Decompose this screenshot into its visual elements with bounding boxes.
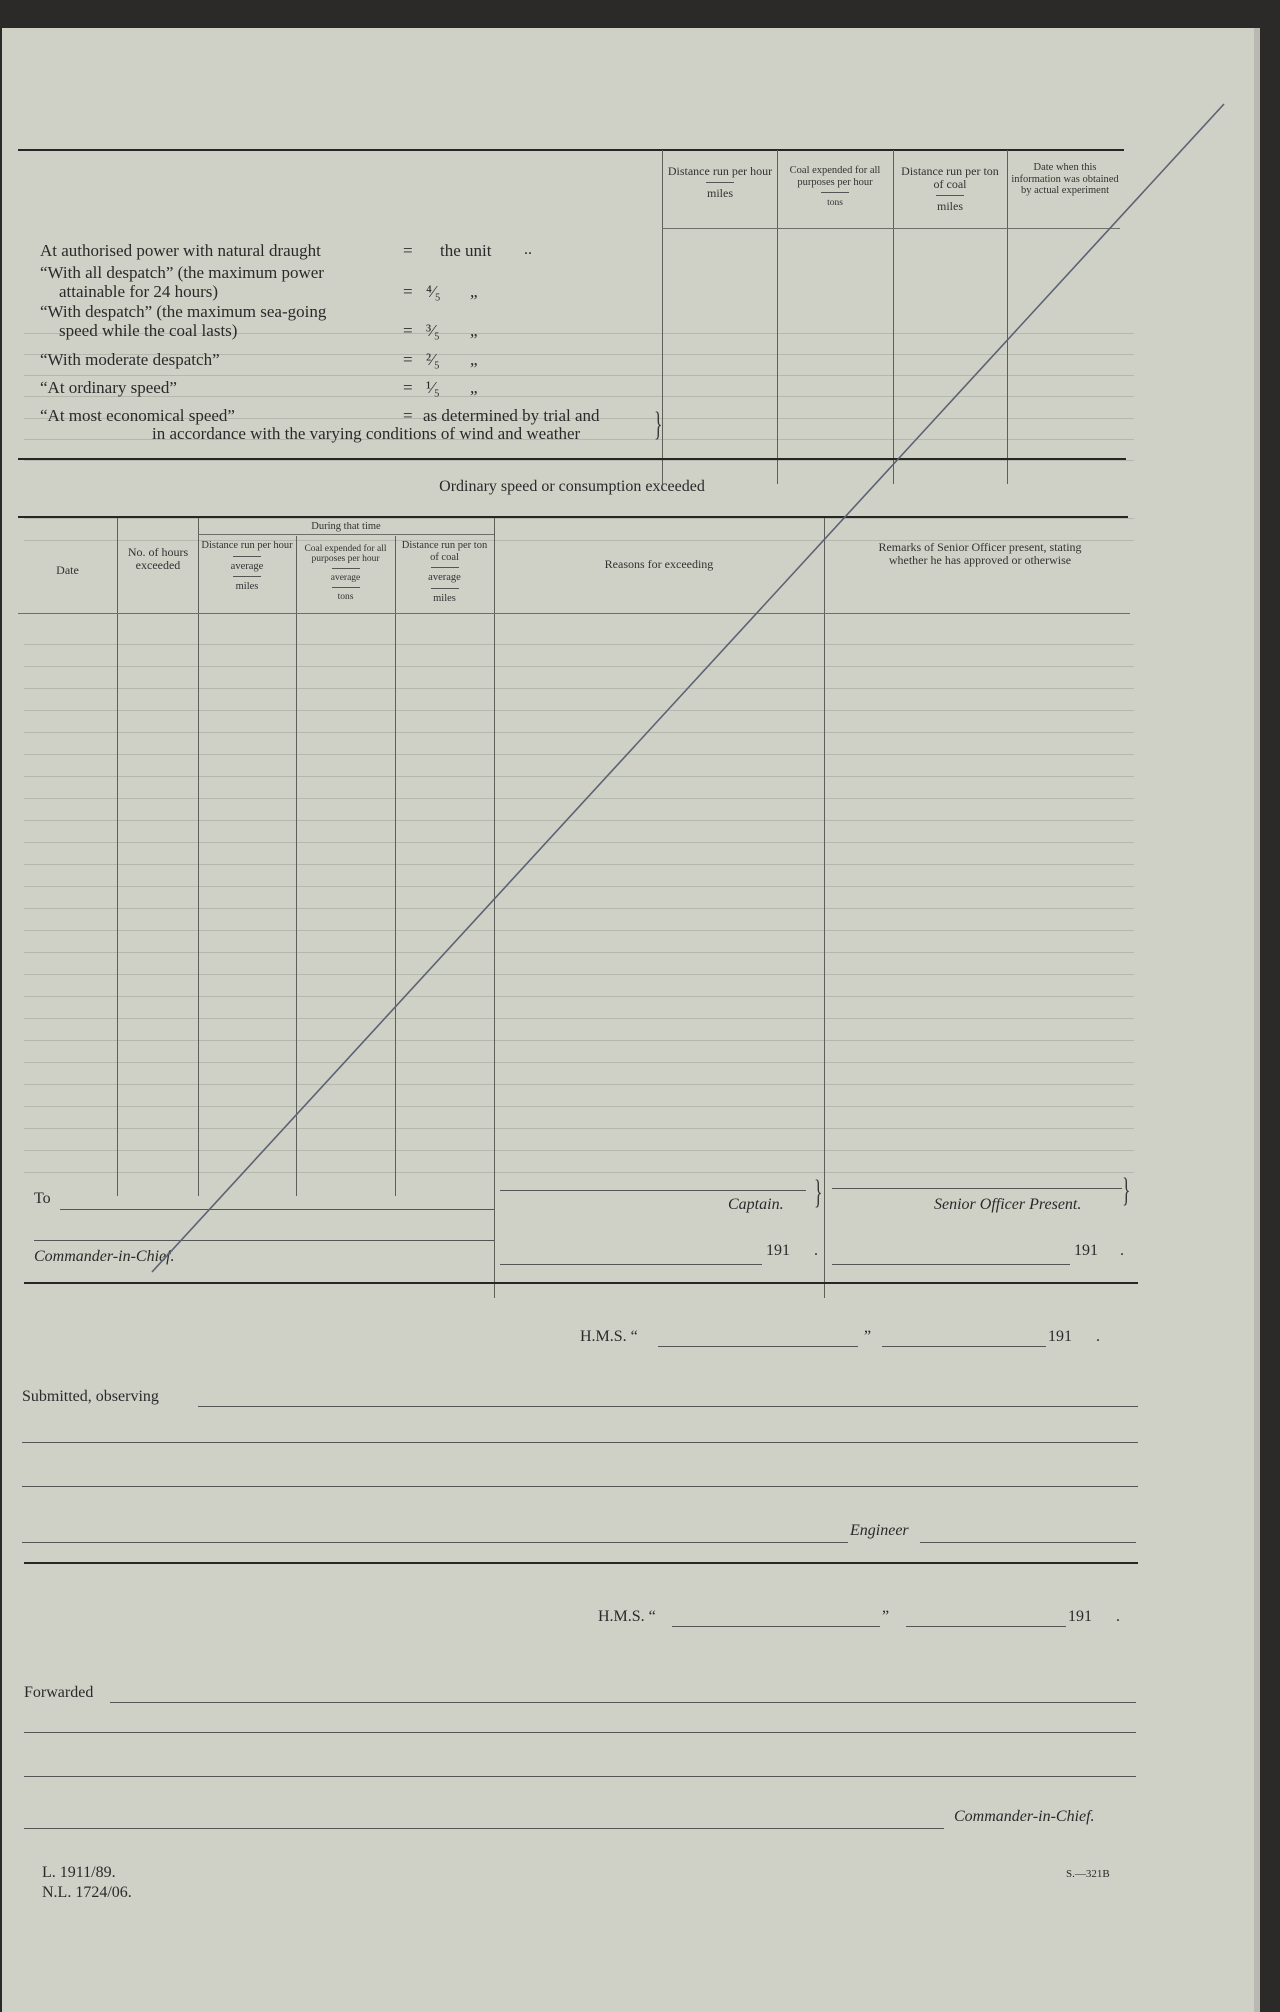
submitted-hms: H.M.S. “ xyxy=(580,1328,638,1345)
engineer-label: Engineer xyxy=(850,1522,909,1539)
ditto-mark: „ xyxy=(470,378,478,397)
commander-in-chief-label: Commander-in-Chief. xyxy=(34,1248,175,1265)
footer-ref-1: L. 1911/89. xyxy=(42,1864,116,1881)
form-number: S.—321B xyxy=(1066,1868,1110,1880)
exceeded-title: Ordinary speed or consumption exceeded xyxy=(439,478,705,495)
captain-label: Captain. xyxy=(728,1196,784,1213)
row-all-despatch-label: “With all despatch” (the maximum power xyxy=(40,263,324,282)
row-ordinary-label: “At ordinary speed” xyxy=(40,378,177,397)
forwarded-commander-label: Commander-in-Chief. xyxy=(954,1808,1095,1825)
diagonal-cancel-line xyxy=(2,28,1254,2012)
dots: .. xyxy=(524,241,532,258)
row-ordinary-eq: = xyxy=(403,378,413,397)
footer-ref-2: N.L. 1724/06. xyxy=(42,1884,132,1901)
close-quote: ” xyxy=(864,1328,872,1345)
row-all-despatch-label2: attainable for 24 hours) xyxy=(59,282,219,301)
dot: . xyxy=(814,1242,818,1259)
row-moderate-eq: = xyxy=(403,350,413,369)
row-authorised-value: the unit xyxy=(440,241,492,260)
submitted-label: Submitted, observing xyxy=(22,1388,159,1405)
row-ordinary-value: ¹⁄₅ xyxy=(426,378,440,397)
row-despatch-label2: speed while the coal lasts) xyxy=(59,321,238,340)
ditto-mark: „ xyxy=(470,321,478,340)
senior-officer-year: 191 xyxy=(1074,1242,1098,1259)
col-exc-per-ton: Distance run per ton of coal average miles xyxy=(401,540,488,604)
submitted-year: 191 xyxy=(1048,1328,1072,1345)
row-all-despatch-eq: = xyxy=(403,282,413,301)
close-quote: ” xyxy=(882,1608,890,1625)
col-distance-per-hour: Distance run per hour miles xyxy=(667,164,773,200)
col-hours-exceeded: No. of hours exceeded xyxy=(127,545,189,572)
row-moderate-label: “With moderate despatch” xyxy=(40,350,220,369)
dot: . xyxy=(1096,1328,1100,1345)
row-authorised-eq: = xyxy=(403,241,413,260)
senior-officer-label: Senior Officer Present. xyxy=(934,1196,1082,1213)
col-coal-per-hour: Coal expended for all purposes per hour tons xyxy=(789,165,881,208)
captain-year: 191 xyxy=(766,1242,790,1259)
brace: } xyxy=(1122,1172,1131,1209)
row-authorised-label: At authorised power with natural draught xyxy=(40,241,321,260)
col-date: Date xyxy=(56,563,79,577)
row-economical-value: as determined by trial and xyxy=(423,406,600,425)
row-despatch-eq: = xyxy=(403,321,413,340)
row-moderate-value: ²⁄₅ xyxy=(426,350,440,369)
row-economical-eq: = xyxy=(403,406,413,425)
forwarded-label: Forwarded xyxy=(24,1684,94,1701)
forwarded-year: 191 xyxy=(1068,1608,1092,1625)
col-reasons: Reasons for exceeding xyxy=(604,557,714,571)
row-economical-line2: in accordance with the varying conditions of wind and weather xyxy=(152,424,581,443)
during-that-time: During that time xyxy=(311,521,381,532)
ditto-mark: „ xyxy=(470,350,478,369)
to-label: To xyxy=(34,1190,51,1207)
row-despatch-value: ³⁄₅ xyxy=(426,321,440,340)
dot: . xyxy=(1120,1242,1124,1259)
col-distance-per-ton: Distance run per ton of coal miles xyxy=(901,164,999,213)
dot: . xyxy=(1116,1608,1120,1625)
col-remarks: Remarks of Senior Officer present, stating whether he has approved or otherwise xyxy=(878,540,1082,567)
col-date-obtained: Date when this information was obtained by actual experiment xyxy=(1011,162,1119,196)
row-despatch-label: “With despatch” (the maximum sea-going xyxy=(40,302,327,321)
ditto-mark: „ xyxy=(470,282,478,301)
col-exc-distance: Distance run per hour average miles xyxy=(201,540,293,592)
brace: } xyxy=(814,1174,823,1211)
brace: } xyxy=(654,406,663,443)
forwarded-hms: H.M.S. “ xyxy=(598,1608,656,1625)
col-exc-coal: Coal expended for all purposes per hour average tons xyxy=(304,544,387,602)
row-economical-label: “At most economical speed” xyxy=(40,406,235,425)
form-page xyxy=(2,28,1260,2012)
row-all-despatch-value: ⁴⁄₅ xyxy=(426,282,441,301)
